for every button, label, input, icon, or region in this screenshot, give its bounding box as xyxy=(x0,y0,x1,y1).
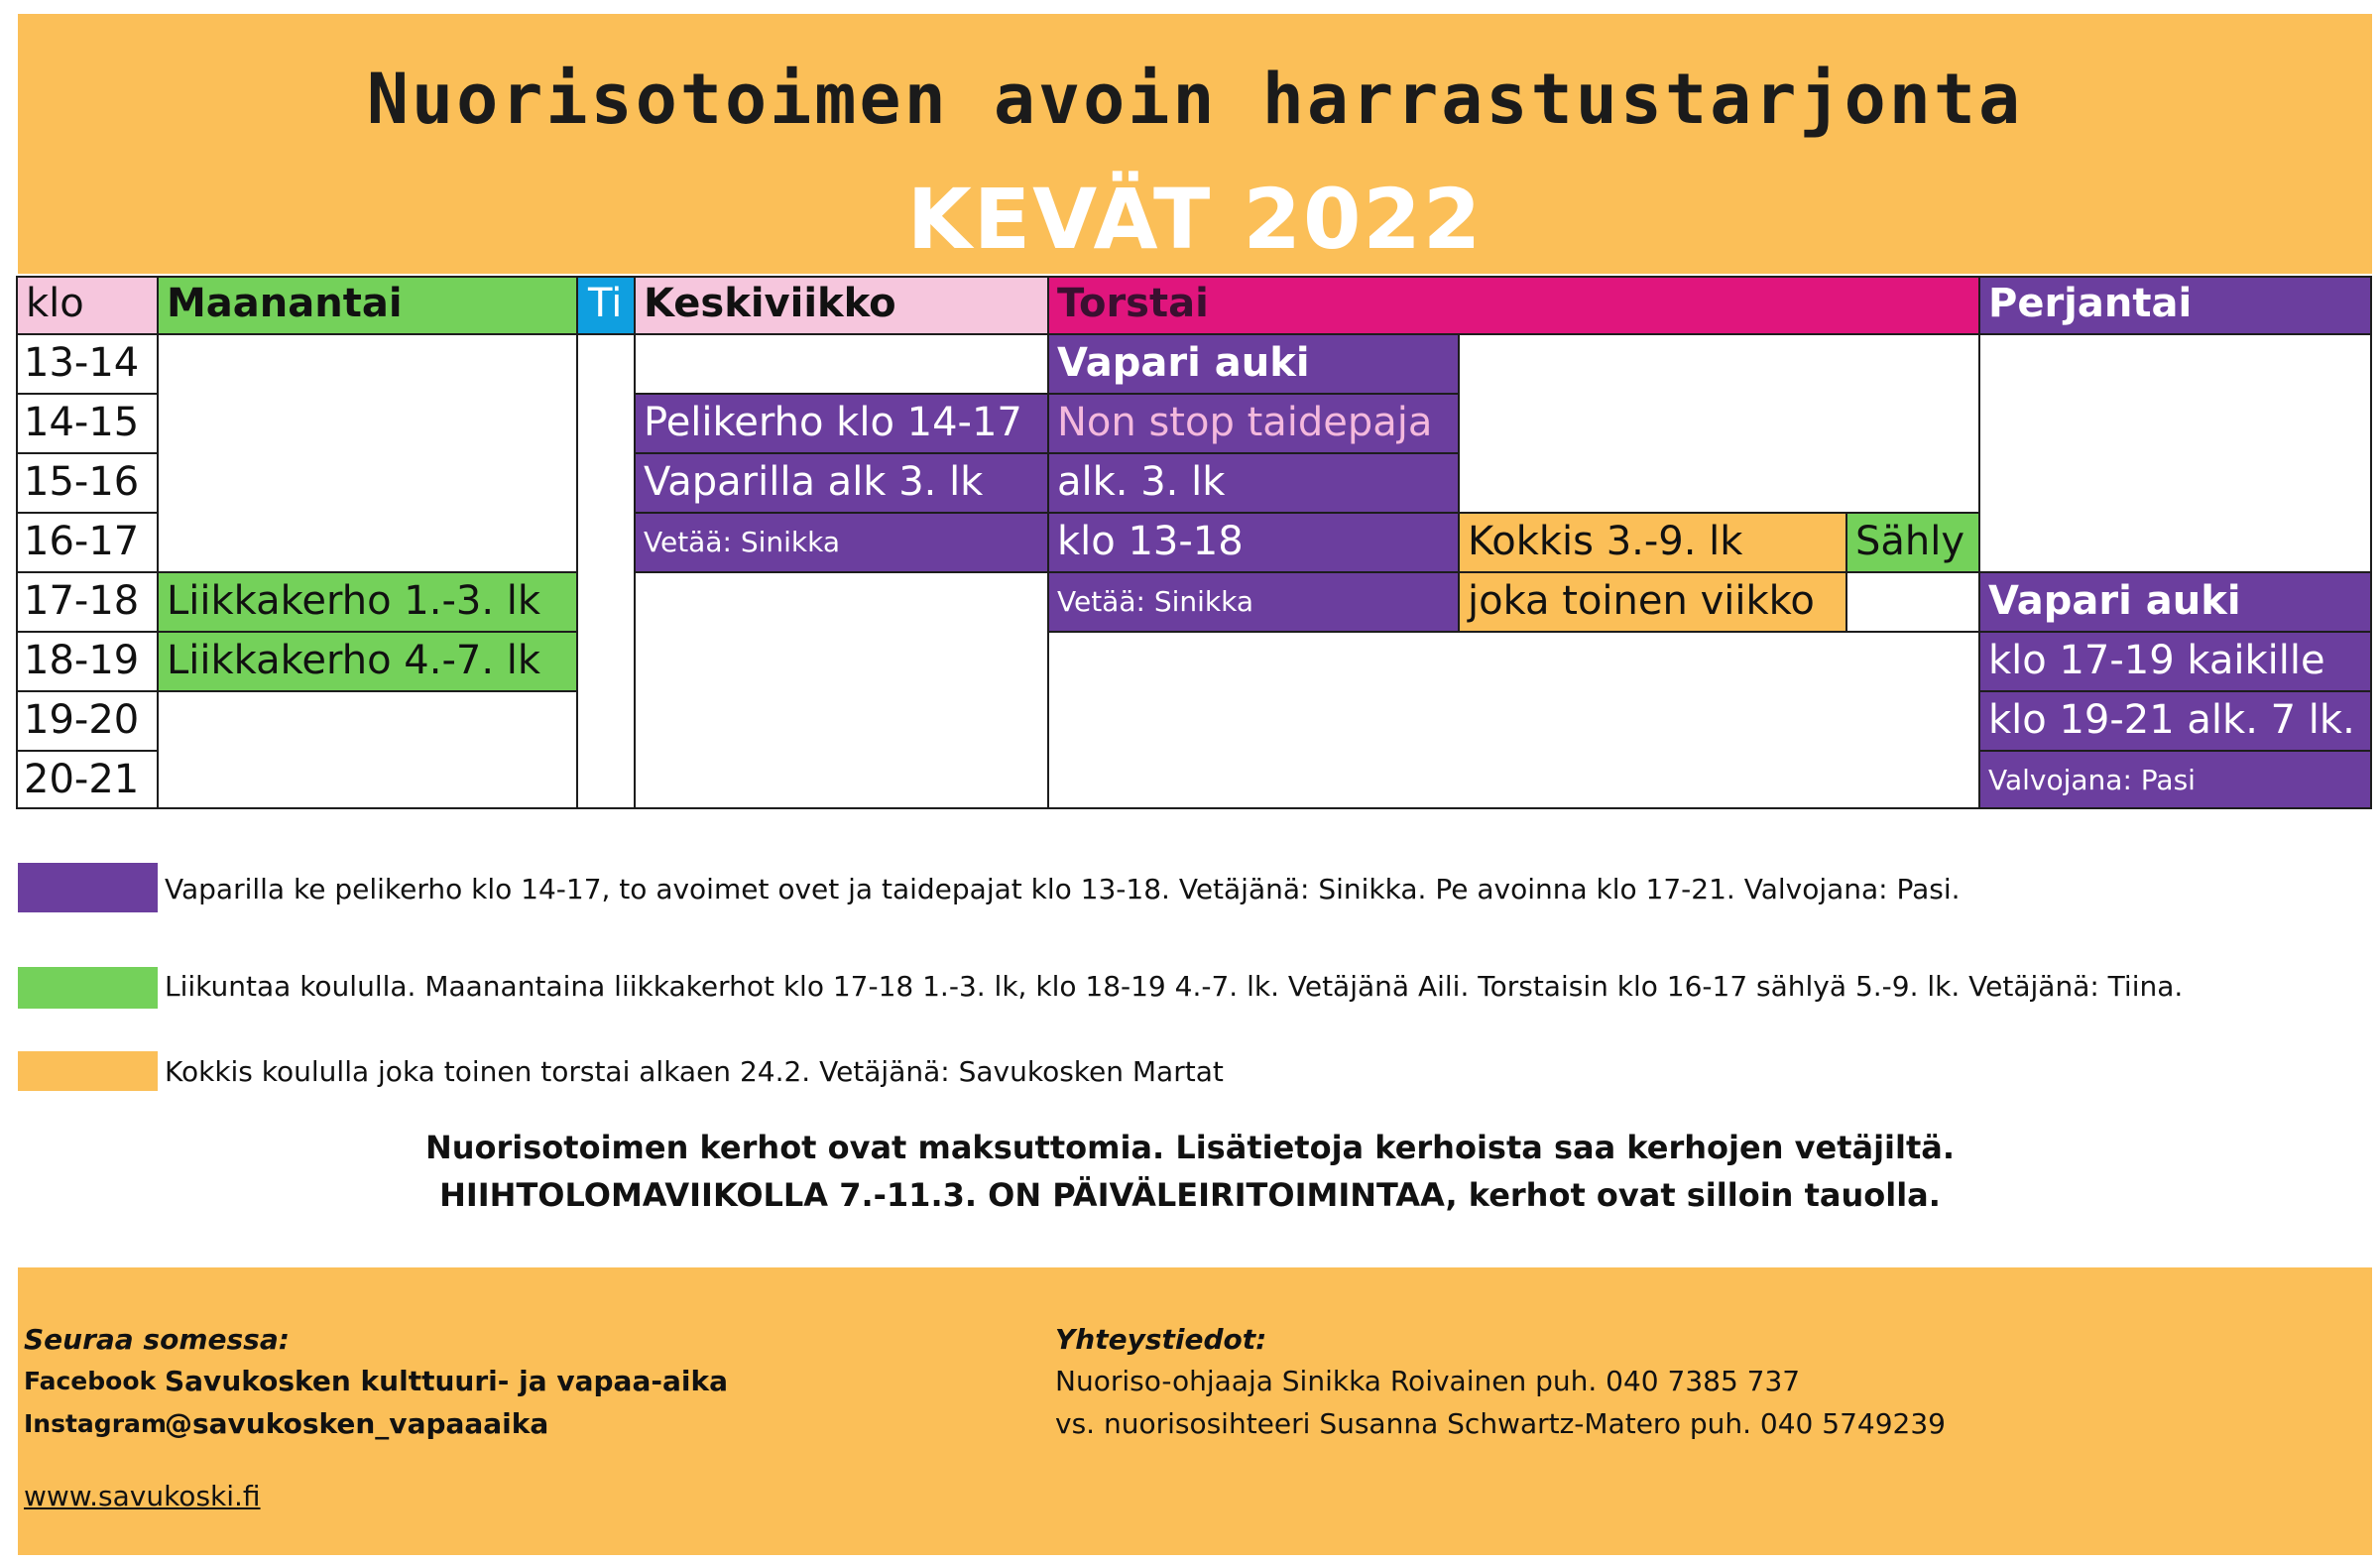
header-tiistai: Ti xyxy=(576,276,636,335)
event-pelikerho-leader: Vetää: Sinikka xyxy=(634,512,1049,573)
event-liikkakerho-1: Liikkakerho 1.-3. lk xyxy=(157,571,578,633)
empty-cell xyxy=(157,333,578,573)
event-kokkis: Kokkis 3.-9. lk xyxy=(1458,512,1847,573)
legend-swatch-green xyxy=(18,967,158,1009)
event-taidepaja-group: alk. 3. lk xyxy=(1047,452,1460,514)
event-liikkakerho-2: Liikkakerho 4.-7. lk xyxy=(157,631,578,692)
contact-line: Nuoriso-ohjaaja Sinikka Roivainen puh. 040 7385 737 xyxy=(1055,1365,1801,1397)
empty-cell xyxy=(1047,631,1980,809)
event-taidepaja-leader: Vetää: Sinikka xyxy=(1047,571,1460,633)
event-taidepaja: Non stop taidepaja xyxy=(1047,393,1460,454)
empty-cell xyxy=(634,571,1049,809)
legend-text-green: Liikuntaa koululla. Maanantaina liikkakerhot klo 17-18 1.-3. lk, klo 18-19 4.-7. lk. Vetäjänä Aili. Torstaisin klo 16-17 sählyä 5.-9. lk. Vetäjänä: Tiina. xyxy=(165,970,2184,1003)
empty-cell xyxy=(1845,571,1980,633)
page-subtitle: KEVÄT 2022 xyxy=(906,171,1484,268)
time-slot: 17-18 xyxy=(16,571,159,633)
facebook-label: Facebook xyxy=(24,1367,157,1395)
empty-cell xyxy=(576,333,636,809)
header-keskiviikko: Keskiviikko xyxy=(634,276,1049,335)
empty-cell xyxy=(1458,333,1980,514)
time-slot: 13-14 xyxy=(16,333,159,395)
page-title: Nuorisotoimen avoin harrastustarjonta xyxy=(366,59,2024,140)
event-kokkis-frequency: joka toinen viikko xyxy=(1458,571,1847,633)
holiday-note: HIIHTOLOMAVIIKOLLA 7.-11.3. ON PÄIVÄLEIRITOIMINTAA, kerhot ovat silloin tauolla. xyxy=(439,1176,1941,1214)
legend-swatch-orange xyxy=(18,1051,158,1091)
follow-heading: Seuraa somessa: xyxy=(24,1323,290,1356)
event-vapari-auki-to: Vapari auki xyxy=(1047,333,1460,395)
time-slot: 20-21 xyxy=(16,750,159,809)
event-pelikerho: Pelikerho klo 14-17 xyxy=(634,393,1049,454)
facebook-link[interactable]: Savukosken kulttuuri- ja vapaa-aika xyxy=(165,1365,728,1397)
header-klo: klo xyxy=(16,276,159,335)
empty-cell xyxy=(1978,333,2372,573)
header-perjantai: Perjantai xyxy=(1978,276,2372,335)
website-link[interactable]: www.savukoski.fi xyxy=(24,1480,261,1512)
legend-swatch-purple xyxy=(18,863,158,912)
legend-text-purple: Vaparilla ke pelikerho klo 14-17, to avoimet ovet ja taidepajat klo 13-18. Vetäjänä: Sinikka. Pe avoinna klo 17-21. Valvojana: Pasi. xyxy=(165,873,1961,905)
event-vapari-auki-pe: Vapari auki xyxy=(1978,571,2372,633)
event-sahly: Sähly xyxy=(1845,512,1980,573)
event-vapari-kaikille: klo 17-19 kaikille xyxy=(1978,631,2372,692)
empty-cell xyxy=(634,333,1049,395)
contact-line: vs. nuorisosihteeri Susanna Schwartz-Matero puh. 040 5749239 xyxy=(1055,1407,1946,1440)
legend-text-orange: Kokkis koululla joka toinen torstai alkaen 24.2. Vetäjänä: Savukosken Martat xyxy=(165,1055,1224,1088)
empty-cell xyxy=(157,690,578,809)
time-slot: 15-16 xyxy=(16,452,159,514)
header-torstai: Torstai xyxy=(1047,276,1980,335)
event-vapari-supervisor: Valvojana: Pasi xyxy=(1978,750,2372,809)
time-slot: 19-20 xyxy=(16,690,159,752)
contact-heading: Yhteystiedot: xyxy=(1055,1323,1267,1356)
time-slot: 18-19 xyxy=(16,631,159,692)
instagram-link[interactable]: @savukosken_vapaaaika xyxy=(165,1407,549,1440)
time-slot: 14-15 xyxy=(16,393,159,454)
header-maanantai: Maanantai xyxy=(157,276,578,335)
footer xyxy=(18,1267,2372,1555)
event-pelikerho-group: Vaparilla alk 3. lk xyxy=(634,452,1049,514)
header-banner xyxy=(18,14,2372,274)
instagram-label: Instagram xyxy=(24,1409,167,1438)
time-slot: 16-17 xyxy=(16,512,159,573)
event-vapari-alk-7: klo 19-21 alk. 7 lk. xyxy=(1978,690,2372,752)
info-note: Nuorisotoimen kerhot ovat maksuttomia. Lisätietoja kerhoista saa kerhojen vetäjiltä. xyxy=(424,1129,1956,1166)
event-taidepaja-time: klo 13-18 xyxy=(1047,512,1460,573)
